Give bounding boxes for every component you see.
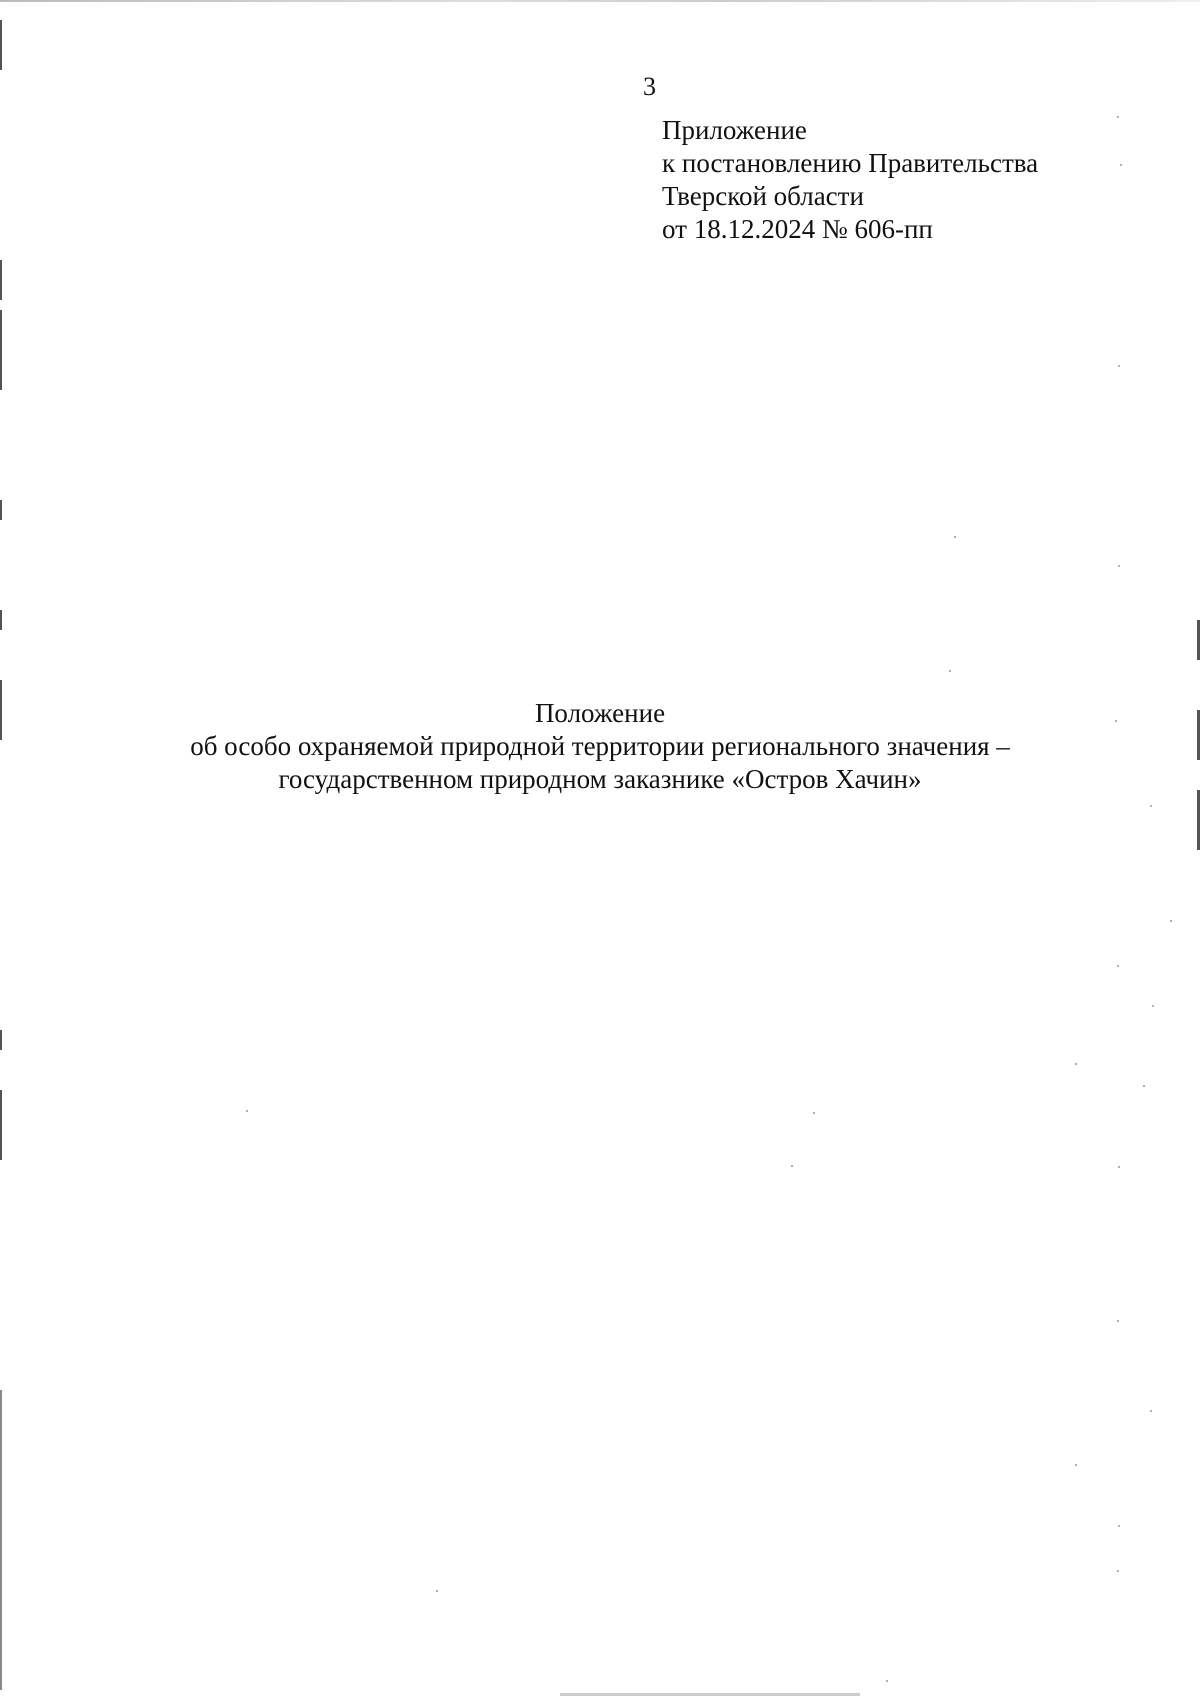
scan-artifact-left — [0, 260, 2, 300]
scan-speck — [1152, 1005, 1154, 1007]
scan-speck — [1118, 1166, 1120, 1168]
scan-artifact-bottom — [560, 1693, 860, 1696]
scan-speck — [1150, 805, 1152, 807]
scan-speck — [1115, 720, 1117, 722]
scan-artifact-left — [0, 610, 2, 630]
scan-artifact-left — [0, 1030, 2, 1050]
appendix-line-2: к постановлению Правительства — [662, 148, 1039, 178]
appendix-header — [662, 114, 1038, 246]
scan-speck — [954, 536, 956, 538]
scan-speck — [1075, 1464, 1077, 1466]
title-line-2: об особо охраняемой природной территории регионального значения – — [190, 731, 1010, 761]
scan-speck — [1118, 565, 1120, 567]
scan-artifact-left — [0, 20, 2, 70]
scan-speck — [1170, 920, 1172, 922]
scan-speck — [1075, 1063, 1077, 1065]
scan-speck — [1118, 1525, 1120, 1527]
scan-artifact-left — [0, 1390, 2, 1690]
appendix-line-3: Тверской области — [662, 181, 864, 211]
appendix-line-1: Приложение — [662, 115, 807, 145]
scan-speck — [813, 1112, 815, 1114]
scan-speck — [1117, 116, 1119, 118]
scan-artifact-left — [0, 680, 2, 740]
scan-speck — [1117, 1320, 1119, 1322]
scan-speck — [1117, 965, 1119, 967]
scan-artifact-left — [0, 310, 2, 390]
scan-artifact-top — [0, 0, 1200, 2]
scan-speck — [949, 670, 951, 672]
document-title — [150, 697, 1050, 796]
page-number: 3 — [643, 72, 656, 101]
scan-speck — [1143, 1085, 1145, 1087]
scan-speck — [886, 1680, 888, 1682]
title-line-1: Положение — [534, 698, 666, 728]
scan-speck — [1150, 1410, 1152, 1412]
title-line-3: государственном природном заказнике «Остров Хачин» — [278, 764, 922, 794]
scan-artifact-left — [0, 500, 2, 520]
scan-speck — [1120, 164, 1122, 166]
appendix-line-4: от 18.12.2024 № 606-пп — [662, 214, 933, 244]
scan-speck — [791, 1165, 793, 1167]
scan-speck — [1117, 1570, 1119, 1572]
scan-speck — [246, 1110, 248, 1112]
scan-speck — [1118, 365, 1120, 367]
scan-artifact-left — [0, 1090, 2, 1160]
scan-speck — [436, 1590, 438, 1592]
